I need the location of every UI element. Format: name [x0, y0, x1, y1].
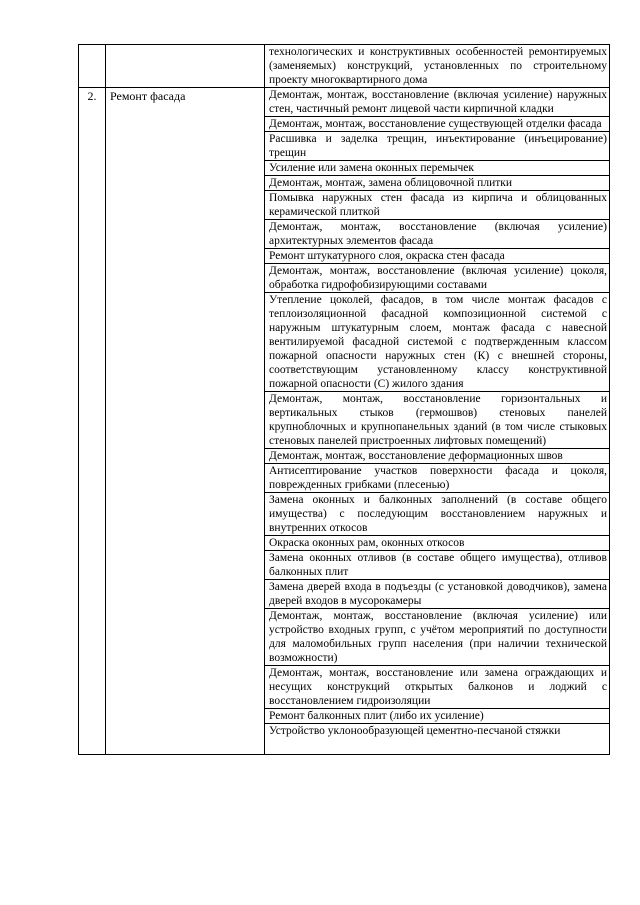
row-works-cell — [265, 45, 610, 88]
work-item: Ремонт балконных плит (либо их усиление) — [265, 709, 609, 724]
work-item: Демонтаж, монтаж, восстановление существующей отделки фасада — [265, 117, 609, 132]
works-table — [78, 44, 610, 755]
work-item: Ремонт штукатурного слоя, окраска стен фасада — [265, 249, 609, 264]
work-item: Замена дверей входа в подъезды (с установкой доводчиков), замена дверей входов в мусорокамеры — [265, 580, 609, 609]
work-item: Помывка наружных стен фасада из кирпича и облицованных керамической плиткой — [265, 191, 609, 220]
work-item: Демонтаж, монтаж, восстановление (включая усиление) цоколя, обработка гидрофобизирующими составами — [265, 264, 609, 293]
section-number: 2. — [87, 89, 97, 103]
work-item: Расшивка и заделка трещин, инъектирование (инъецирование) трещин — [265, 132, 609, 161]
work-item: Демонтаж, монтаж, восстановление (включая усиление) или устройство входных групп, с учётом мероприятий по доступности для маломобильных групп населения (при наличии технической возможности) — [265, 609, 609, 666]
table-row — [79, 45, 610, 88]
row-number — [79, 45, 105, 47]
work-item: Демонтаж, монтаж, восстановление горизонтальных и вертикальных стыков (гермошвов) стеновых панелей крупноблочных и крупнопанельных зданий (в том числе стыковых стеновых панелей пристроенных лифтовых помещений) — [265, 392, 609, 449]
work-item: Демонтаж, монтаж, восстановление (включая усиление) архитектурных элементов фасада — [265, 220, 609, 249]
work-item: Демонтаж, монтаж, восстановление деформационных швов — [265, 449, 609, 464]
table-row — [79, 88, 610, 755]
section-works-cell — [265, 88, 610, 755]
section-name: Ремонт фасада — [110, 89, 186, 103]
work-item: технологических и конструктивных особенностей ремонтируемых (заменяемых) конструкций, установленных по строительному проекту многоквартирного дома — [269, 46, 607, 86]
section-name-cell — [106, 88, 265, 755]
work-item: Замена оконных и балконных заполнений (в составе общего имущества) с последующим восстановлением наружных и внутренних откосов — [265, 493, 609, 536]
work-item: Антисептирование участков поверхности фасада и цоколя, поврежденных грибками (плесенью) — [265, 464, 609, 493]
work-item: Замена оконных отливов (в составе общего имущества), отливов балконных плит — [265, 551, 609, 580]
work-item: Окраска оконных рам, оконных откосов — [265, 536, 609, 551]
section-number-cell — [79, 88, 106, 755]
work-item: Демонтаж, монтаж, восстановление или замена ограждающих и несущих конструкций открытых балконов и лоджий с восстановлением гидроизоляции — [265, 666, 609, 709]
work-item: Усиление или замена оконных перемычек — [265, 161, 609, 176]
work-item: Демонтаж, монтаж, замена облицовочной плитки — [265, 176, 609, 191]
work-item: Устройство уклонообразующей цементно-песчаной стяжки — [269, 725, 561, 737]
row-name-cell — [106, 45, 265, 88]
work-item: Демонтаж, монтаж, восстановление (включая усиление) наружных стен, частичный ремонт лицевой части кирпичной кладки — [265, 88, 609, 117]
row-number-cell — [79, 45, 106, 88]
work-item: Утепление цоколей, фасадов, в том числе монтаж фасадов с теплоизоляционной фасадной композиционной системой с наружным штукатурным слоем, монтаж фасада с навесной вентилируемой фасадной системой с подтвержденным классом пожарной опасности наружных стен (К) с внешней стороны, соответствующим установленному классу конструктивной пожарной опасности (С) жилого здания — [265, 293, 609, 392]
row-name — [106, 45, 264, 47]
